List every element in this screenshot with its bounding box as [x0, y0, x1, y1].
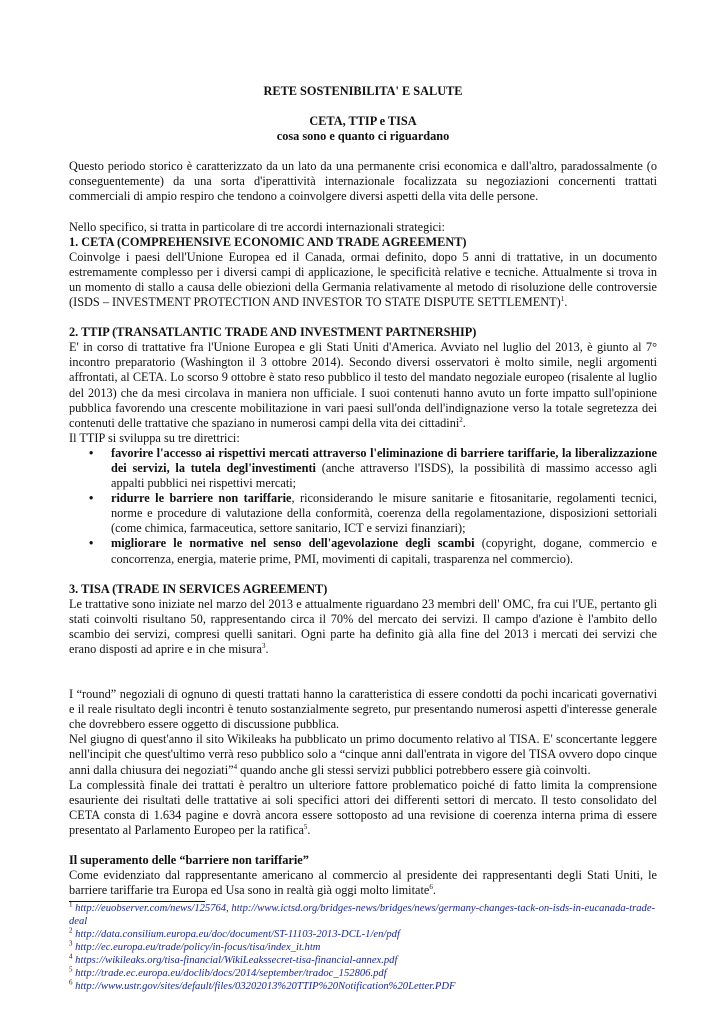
footnote-link[interactable]: http://data.consilium.europa.eu/doc/document/ST-11103-2013-DCL-1/en/pdf: [75, 929, 400, 941]
ttip-heading: [69, 325, 657, 340]
round-text-c: La complessità finale dei trattati è peraltro un ulteriore fattore problematico poiché di fatto limita la comprensione esauriente dei risultati delle trattative ai soli specifici attori dei differenti settori di mercato. Il testo consolidato del CETA consta di 1.634 pagine e dovrà ancora essere sottoposto ad una revisione di coerenza interna prima di essere presentato al Parlamento Europeo per la ratifica: [69, 777, 657, 837]
ttip-lead: Il TTIP si sviluppa su tre direttrici:: [69, 430, 240, 445]
footnote-link[interactable]: http://trade.ec.europa.eu/doclib/docs/2014/september/tradoc_152806.pdf: [75, 968, 387, 980]
directive-bold: migliorare le normative nel senso dell'agevolazione degli scambi: [111, 536, 475, 551]
barriers-body: Come evidenziato dal rappresentante americano al commercio al presidente dei rappresentanti degli Stati Uniti, le barriere tariffarie tra Europa ed Usa sono in realtà già oggi molto limitate: [69, 868, 657, 898]
ttip-body: E' in corso di trattative fra l'Unione Europea e gli Stati Uniti d'America. Avviato nel luglio del 2013, è giunto al 7° incontro preparatorio (Washington il 3 ottobre 2014). Secondo diversi osservatori è molto simile, negli argomenti affrontati, al CETA. Lo scorso 9 ottobre è stato reso pubblico il testo del mandato negoziale europeo (risalente al luglio del 2013) che da mesi circolava in maniera non ufficiale. I suoi contenuti hanno avuto un forte impatto sull'opinione pubblica favorendo una crescente mobilitazione in vari paesi sull'onda dell'indignazione verso la totale segretezza dei contenuti delle trattative che spaziano in numerosi campi della vita dei cittadini: [69, 340, 657, 430]
document-title: CETA, TTIP e TISA: [309, 114, 417, 129]
ttip-paragraph: E' in corso di trattative fra l'Unione Europea e gli Stati Uniti d'America. Avviato nel luglio del 2013, è giunto al 7° incontro preparatorio (Washington il 3 ottobre 2014). Secondo diversi osservatori è molto simile, negli argomenti affrontati, al CETA. Lo scorso 9 ottobre è stato reso pubblico il testo del mandato negoziale europeo (risalente al luglio del 2013) che da mesi circolava in maniera non ufficiale. I suoi contenuti hanno avuto un forte impatto sull'opinione pubblica favorendo una crescente mobilitazione in vari paesi sull'onda dell'indignazione verso la totale segretezza dei contenuti delle trattative che spaziano in numerosi campi della vita dei cittadini$^2$.: [69, 340, 657, 430]
round-paragraph-2: [69, 732, 657, 777]
footnote-link[interactable]: http://ec.europa.eu/trade/policy/in-focus/tisa/index_it.htm: [75, 942, 321, 954]
ttip-directives-list: [69, 446, 657, 567]
directive-text: (copyright, dogane, commercio e concorrenza, energia, materie prime, PMI, movimenti di capitali, trasparenza nel commercio).: [111, 536, 658, 566]
intro-paragraph: Questo periodo storico è caratterizzato da un lato da una permanente crisi economica e dall'altro, paradossalmente (o conseguentemente) da una sorta d'iperattività internazionale focalizzata su negoziazioni concernenti trattati commerciali di ampio respiro che tendono a coinvolgere diversi aspetti della vita delle persone.: [69, 159, 657, 204]
tisa-heading: [69, 582, 657, 597]
footnote-ref[interactable]: 4: [233, 762, 238, 771]
list-item: [69, 491, 657, 536]
footnote-number: 5: [69, 965, 73, 974]
bullet-icon: •: [89, 491, 94, 506]
bullet-icon: •: [89, 536, 94, 551]
ceta-body: Coinvolge i paesi dell'Unione Europea ed il Canada, ormai definito, dopo 5 anni di trattative, in un documento estremamente complesso per i diversi campi di applicazione, le specificità relative e tecniche. Attualmente si trova in un momento di stallo a causa delle obiezioni della Germania relativamente al metodo di risoluzione delle controversie (ISDS – INVESTMENT PROTECTION AND INVESTOR TO STATE DISPUTE SETTLEMENT): [69, 249, 657, 310]
footnote: [69, 967, 657, 980]
footnotes: [69, 902, 657, 993]
agreements-lead: Nello specifico, si tratta in particolare di tre accordi internazionali strategici:: [69, 219, 445, 234]
directive-text: , riconsiderando le misure sanitarie e fitosanitarie, regolamenti tecnici, norme e procedure di valutazione della conformità, coerenza della regolamentazione, disposizioni settoriali (come chimica, farmaceutica, settore sanitario, ICT e servizi finanziari);: [111, 491, 657, 536]
ceta-paragraph: Coinvolge i paesi dell'Unione Europea ed il Canada, ormai definito, dopo 5 anni di trattative, in un documento estremamente complesso per i diversi campi di applicazione, le specificità relative e tecniche. Attualmente si trova in un momento di stallo a causa delle obiezioni della Germania relativamente al metodo di risoluzione delle controversie (ISDS – INVESTMENT PROTECTION AND INVESTOR TO STATE DISPUTE SETTLEMENT)$^1$.: [69, 249, 657, 310]
footnote-ref[interactable]: 6: [429, 883, 433, 892]
footnote-ref[interactable]: 5: [303, 822, 308, 831]
directive-bold: ridurre le barriere non tariffarie: [111, 491, 292, 506]
footnote: [69, 928, 657, 941]
ttip-heading-text: 2. TTIP (TRANSATLANTIC TRADE AND INVESTMENT PARTNERSHIP): [69, 325, 477, 340]
tisa-heading-text: 3. TISA (TRADE IN SERVICES AGREEMENT): [69, 581, 328, 596]
footnote: [69, 980, 657, 993]
tisa-body: Le trattative sono iniziate nel marzo del 2013 e attualmente riguardano 23 membri dell' OMC, fra cui l'UE, pertanto gli stati coinvolti risultano 50, rappresentando circa il 70% del mercato dei servizi. Il campo d'azione è l'ambito dello scambio dei servizi, compresi quelli sanitari. Ogni parte ha definito già alla fine del 2013 i mercati dei servizi che erano disposti ad aprire e in che misura: [69, 596, 657, 656]
footnote-ref[interactable]: 1: [560, 294, 565, 303]
round-text-b: quando anche gli stessi servizi pubblici potrebbero essere già coinvolti.: [237, 762, 591, 777]
footnote-number: 1: [69, 900, 73, 909]
footnote-link[interactable]: https://wikileaks.org/tisa-financial/WikiLeakssecret-tisa-financial-annex.pdf: [75, 955, 398, 967]
list-item: [69, 536, 657, 566]
tisa-paragraph: Le trattative sono iniziate nel marzo del 2013 e attualmente riguardano 23 membri dell' OMC, fra cui l'UE, pertanto gli stati coinvolti risultano 50, rappresentando circa il 70% del mercato dei servizi. Il campo d'azione è l'ambito dello scambio dei servizi, compresi quelli sanitari. Ogni parte ha definito già alla fine del 2013 i mercati dei servizi che erano disposti ad aprire e in che misura$^3$.: [69, 596, 657, 656]
footnote-ref[interactable]: 2: [459, 415, 463, 424]
round-paragraph-3: La complessità finale dei trattati è peraltro un ulteriore fattore problematico poiché di fatto limita la comprensione esauriente dei risultati delle trattative ai soli specifici attori dei differenti settori di mercato. Il testo consolidato del CETA consta di 1.634 pagine e dovrà ancora essere sottoposto ad una revisione di coerenza interna prima di essere presentato al Parlamento Europeo per la ratifica$^5$.: [69, 777, 657, 837]
barriers-heading-text: Il superamento delle “barriere non tariffarie”: [69, 853, 309, 868]
footnote: [69, 902, 657, 928]
ceta-heading: [69, 235, 657, 250]
organization-title: RETE SOSTENIBILITA' E SALUTE: [263, 84, 463, 98]
barriers-heading: [69, 853, 657, 868]
document-subtitle: cosa sono e quanto ci riguardano: [276, 129, 450, 144]
barriers-paragraph: Come evidenziato dal rappresentante americano al commercio al presidente dei rappresentanti degli Stati Uniti, le barriere tariffarie tra Europa ed Usa sono in realtà già oggi molto limitate$^6$.: [69, 868, 657, 898]
directive-bold: favorire l'accesso ai rispettivi mercati attraverso l'eliminazione di barriere tariffarie, la liberalizzazione dei servizi, la tutela degl'investimenti: [111, 445, 657, 475]
list-item: [69, 446, 657, 491]
footnote-number: 3: [69, 939, 73, 948]
round-paragraph-1: I “round” negoziali di ognuno di questi trattati hanno la caratteristica di essere condotti da pochi incaricati governativi e il reale risultato degli incontri è tenuto sostanzialmente segreto, pur presentando numerosi aspetti d'interesse generale che dovrebbero essere oggetto di discussione pubblica.: [69, 687, 657, 732]
footnote: [69, 941, 657, 954]
footnote-number: 4: [69, 952, 73, 961]
footnote-number: 6: [69, 978, 73, 987]
footnote: [69, 954, 657, 967]
ceta-heading-text: 1. CETA (COMPREHENSIVE ECONOMIC AND TRADE AGREEMENT): [69, 234, 467, 249]
directive-text: (anche attraverso l'ISDS), la possibilità di massimo accesso agli appalti pubblici nei rispettivi mercati;: [111, 460, 658, 491]
footnote-number: 2: [69, 926, 73, 935]
footnote-link[interactable]: http://www.ustr.gov/sites/default/files/03202013%20TTIP%20Notification%20Letter.PDF: [75, 981, 456, 993]
footnote-link[interactable]: http://euobserver.com/news/125764, http://www.ictsd.org/bridges-news/bridges/news/germany-changes-tack-on-isds-in-eucanada-trade-deal: [69, 903, 656, 928]
document-body: [69, 84, 657, 993]
bullet-icon: •: [89, 445, 94, 460]
round-text-a: Nel giugno di quest'anno il sito Wikileaks ha pubblicato un primo documento relativo al TISA. E' sconcertante leggere nell'incipit che quest'ultimo verrà reso pubblico solo a “cinque anni dall'entrata in vigore del TISA ovvero dopo cinque anni dalla chiusura dei negoziati”: [69, 732, 657, 777]
footnote-ref[interactable]: 3: [261, 641, 266, 650]
